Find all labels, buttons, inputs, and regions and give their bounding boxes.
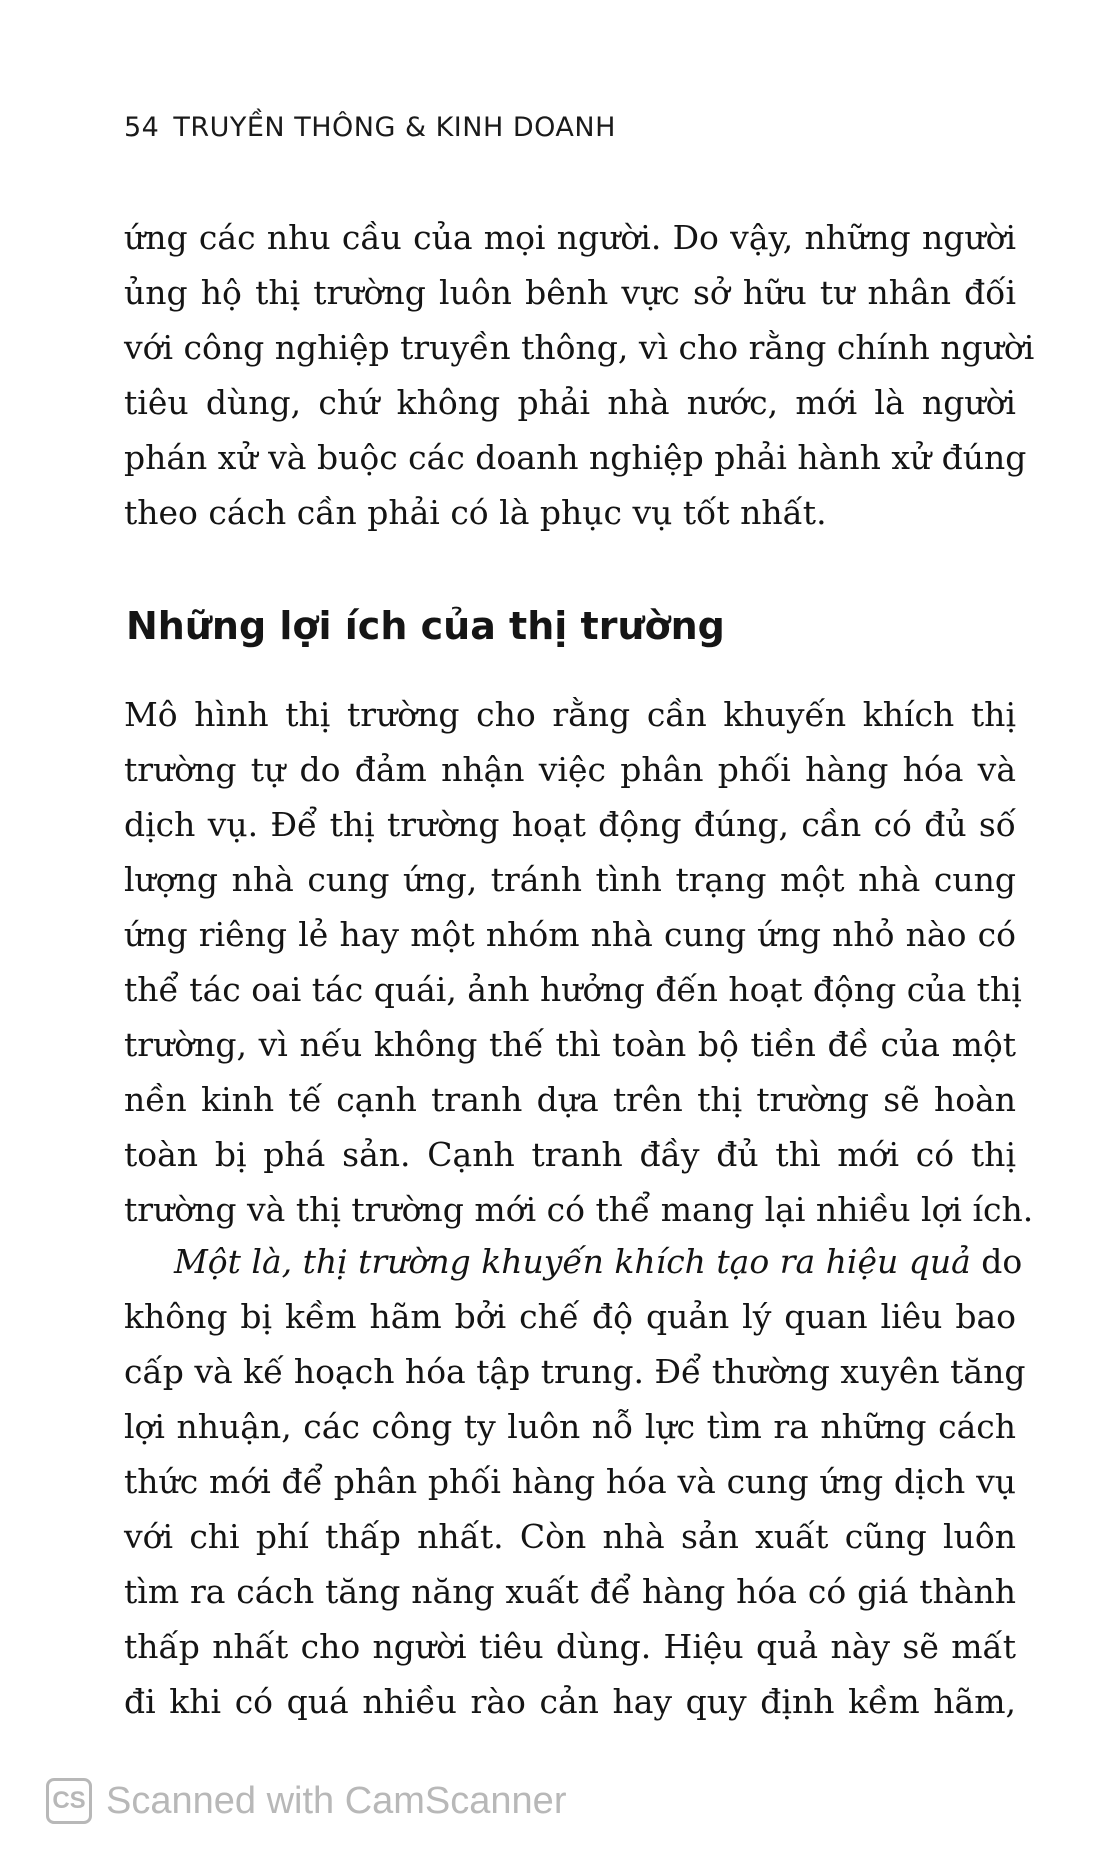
text-line: trường, vì nếu không thế thì toàn bộ tiền đề của một	[124, 1025, 1016, 1064]
text-line: với công nghiệp truyền thông, vì cho rằng chính người	[124, 328, 1035, 367]
paragraph-continuation	[124, 210, 1035, 540]
text-line: trường và thị trường mới có thể mang lại nhiều lợi ích.	[124, 1190, 1034, 1229]
text-line: ủng hộ thị trường luôn bênh vực sở hữu tư nhân đối	[124, 273, 1016, 312]
text-line: thức mới để phân phối hàng hóa và cung ứng dịch vụ	[124, 1462, 1016, 1501]
section-heading: Những lợi ích của thị trường	[126, 604, 725, 648]
text-line: đi khi có quá nhiều rào cản hay quy định kềm hãm,	[124, 1682, 1016, 1721]
text-line: tìm ra cách tăng năng xuất để hàng hóa có giá thành	[124, 1572, 1016, 1611]
text-line: thấp nhất cho người tiêu dùng. Hiệu quả này sẽ mất	[124, 1627, 1016, 1666]
paragraph-efficiency	[124, 1234, 1026, 1729]
text-line: nền kinh tế cạnh tranh dựa trên thị trường sẽ hoàn	[124, 1080, 1016, 1119]
text-line: theo cách cần phải có là phục vụ tốt nhất.	[124, 493, 827, 532]
camscanner-logo-icon: CS	[46, 1778, 92, 1824]
text-line: Một là, thị trường khuyến khích tạo ra hiệu quả do	[174, 1242, 1023, 1281]
text-line: ứng riêng lẻ hay một nhóm nhà cung ứng nhỏ nào có	[124, 915, 1016, 954]
paragraph-market-model	[124, 687, 1034, 1237]
text-line: trường tự do đảm nhận việc phân phối hàng hóa và	[124, 750, 1016, 789]
italic-phrase: Một là, thị trường khuyến khích tạo ra hiệu quả	[174, 1242, 971, 1281]
running-title: TRUYỀN THÔNG & KINH DOANH	[173, 112, 616, 143]
text-line: không bị kềm hãm bởi chế độ quản lý quan liêu bao	[124, 1297, 1016, 1336]
text-line: toàn bị phá sản. Cạnh tranh đầy đủ thì mới có thị	[124, 1135, 1016, 1174]
text-line: lượng nhà cung ứng, tránh tình trạng một nhà cung	[124, 860, 1016, 899]
text-line: ứng các nhu cầu của mọi người. Do vậy, những người	[124, 218, 1016, 257]
watermark-text: Scanned with CamScanner	[106, 1779, 567, 1822]
text-line: dịch vụ. Để thị trường hoạt động đúng, cần có đủ số	[124, 805, 1016, 844]
text-line: Mô hình thị trường cho rằng cần khuyến khích thị	[124, 695, 1016, 734]
text-line: phán xử và buộc các doanh nghiệp phải hành xử đúng	[124, 438, 1027, 477]
text-line: thể tác oai tác quái, ảnh hưởng đến hoạt động của thị	[124, 970, 1022, 1009]
text-line: cấp và kế hoạch hóa tập trung. Để thường xuyên tăng	[124, 1352, 1026, 1391]
text-line: lợi nhuận, các công ty luôn nỗ lực tìm ra những cách	[124, 1407, 1016, 1446]
running-head	[124, 112, 616, 143]
text-line: tiêu dùng, chứ không phải nhà nước, mới là người	[124, 383, 1016, 422]
text-line: với chi phí thấp nhất. Còn nhà sản xuất cũng luôn	[124, 1517, 1016, 1556]
page-number: 54	[124, 112, 160, 143]
camscanner-watermark	[46, 1778, 566, 1824]
